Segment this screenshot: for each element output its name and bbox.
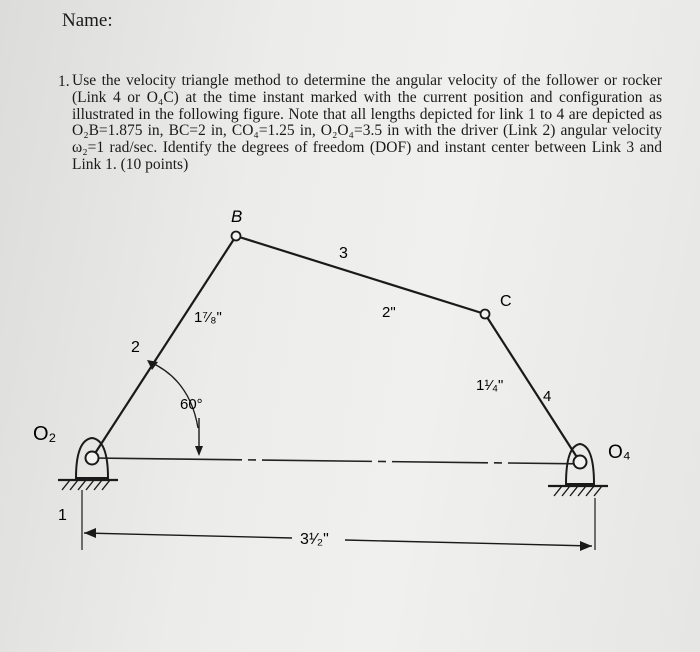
ground-line	[92, 458, 590, 464]
label-b: B	[231, 207, 243, 226]
link-3	[236, 236, 485, 314]
label-o4: O₄	[608, 442, 631, 463]
dimension-o2b: 1⁷⁄₈"	[194, 309, 222, 326]
dimension-line-right	[345, 540, 592, 546]
question-line: configuration as illustrated in the following figure. Note that all lengths depicted for	[72, 88, 662, 123]
label-link-1: 1	[58, 507, 67, 524]
label-o2: O₂	[33, 423, 57, 445]
label-link-4: 4	[543, 388, 552, 405]
question-line: link 1 to 4 are depicted as O₂B=1.875 in, BC=2 in, CO₄=1.25 in, O₂O₄=3.5 in with the	[72, 105, 662, 140]
joint-b	[232, 232, 241, 241]
link-2	[92, 236, 236, 458]
angle-arc	[150, 362, 198, 428]
question-line: driver (Link 2) angular velocity ω₂=1 rad/sec. Identify the degrees of freedom (DOF)	[72, 122, 662, 157]
dimension-o2o4: 3¹⁄₂"	[300, 531, 329, 548]
label-link-3: 3	[339, 245, 348, 262]
dimension-co4: 1¹⁄₄"	[476, 377, 504, 394]
name-label: Name:	[62, 10, 113, 31]
dimension-bc: 2"	[382, 304, 396, 321]
angle-label: 60°	[180, 396, 203, 413]
question-line: rocker (Link 4 or O₄C) at the time instant marked with the current position and	[72, 72, 662, 106]
ground-pivot-o2	[58, 438, 118, 490]
question-line: Use the velocity triangle method to determine the angular velocity of the follower or	[72, 72, 617, 89]
ground-pivot-o4	[548, 444, 608, 496]
joint-c	[481, 310, 490, 319]
label-c: C	[500, 293, 512, 310]
question-line: and instant center between Link 3 and Link 1. (10 points)	[72, 139, 662, 173]
dimension-arrow-left	[84, 528, 96, 538]
dimension-line-left	[84, 533, 292, 538]
angle-pointer-head	[195, 446, 203, 456]
question-number: 1.	[58, 73, 70, 90]
dimension-arrow-right	[580, 541, 592, 551]
label-link-2: 2	[131, 339, 140, 356]
